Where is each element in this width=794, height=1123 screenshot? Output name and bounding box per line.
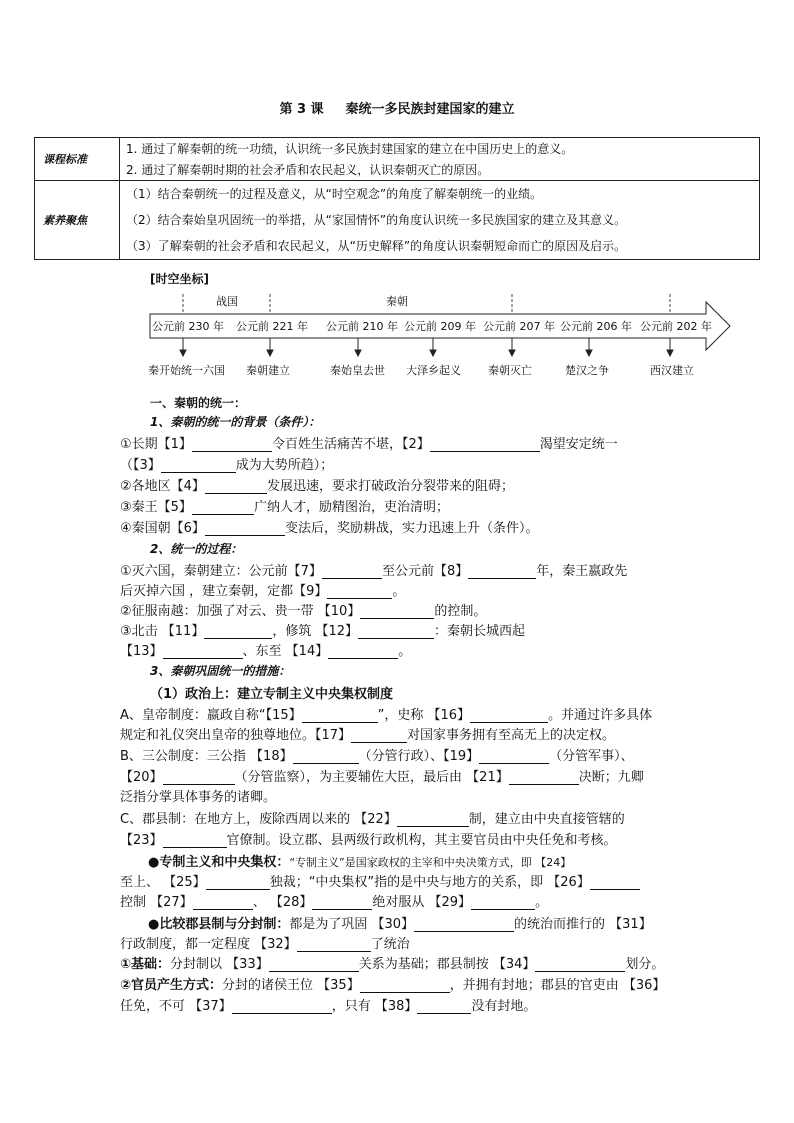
- process-line-1: ①灭六国，秦朝建立：公元前【7】 至公元前【8】 年，秦王嬴政先: [120, 564, 628, 579]
- bg-line-4: ③秦王【5】 广纳人才，励精图治，吏治清明；: [120, 500, 449, 515]
- subsection-background: 1、秦朝的统一的背景（条件）：: [150, 415, 321, 429]
- timeline-date: 公元前 209 年: [404, 320, 476, 333]
- process-line-5: 【13】 、东至 【14】 。: [120, 644, 412, 659]
- subsection-measures: 3、秦朝巩固统一的措施：: [150, 664, 291, 678]
- subsection-political: （1）政治上：建立专制主义中央集权制度: [150, 687, 394, 702]
- curriculum-item-1: 1. 通过了解秦朝的统一功绩，认识统一多民族封建国家的建立在中国历史上的意义。: [126, 142, 574, 156]
- literacy-label: 素养聚焦: [35, 181, 120, 260]
- period-qin: 秦朝: [386, 295, 408, 308]
- measure-b-line-1: B、三公制度：三公指 【18】 （分管行政）、【19】 （分管军事）、: [120, 749, 634, 764]
- timeline-date: 公元前 230 年: [152, 320, 224, 333]
- measure-a-line-2: 规定和礼仪突出皇帝的独尊地位。【17】 对国家事务拥有至高无上的决定权。: [120, 728, 616, 743]
- measure-b-line-2: 【20】 （分管监察），为主要辅佐大臣，最后由 【21】 决断；九卿: [120, 770, 644, 785]
- timeline-date: 公元前 206 年: [560, 320, 632, 333]
- measure-b-line-3: 泛指分掌具体事务的诸卿。: [120, 790, 277, 805]
- subsection-process: 2、统一的过程：: [150, 542, 243, 556]
- timeline-date: 公元前 202 年: [640, 320, 712, 333]
- measure-a-line-1: A、皇帝制度：嬴政自称“【15】 ”，史称 【16】 。并通过许多具体: [120, 708, 653, 723]
- page-title: [0, 98, 794, 117]
- measure-c-line-2: 【23】 官僚制。设立郡、县两级行政机构，其主要官员由中央任免和考核。: [120, 833, 617, 848]
- period-warring-states: 战国: [216, 295, 238, 308]
- timeline-event: 秦始皇去世: [330, 364, 385, 377]
- bg-line-5: ④秦国朝【6】 变法后，奖励耕战，实力迅速上升（条件）。: [120, 521, 539, 536]
- literacy-item-1: （1）结合秦朝统一的过程及意义，从“时空观念”的角度了解秦朝统一的业绩。: [126, 187, 543, 201]
- compare-officials-line-1: ②官员产生方式：分封的诸侯王位 【35】 ，并拥有封地；郡县的官吏由 【36】: [120, 978, 666, 993]
- compare-basis-line: ①基础：分封制以 【33】 关系为基础；郡县制按 【34】 划分。: [120, 957, 665, 972]
- timeline-event: 秦朝灭亡: [488, 364, 532, 377]
- measure-c-line-1: C、郡县制：在地方上，废除西周以来的 【22】 制，建立由中央直接管辖的: [120, 812, 625, 827]
- process-line-2: 后灭掉六国 ，建立秦朝，定都【9】 。: [120, 584, 406, 599]
- literacy-item-2: （2）结合秦始皇巩固统一的举措，从“家国情怀”的角度认识统一多民族国家的建立及其意义。: [126, 213, 627, 227]
- section-heading: 一、秦朝的统一：: [150, 396, 247, 410]
- compare-line-1: ●比较郡县制与分封制：都是为了巩固 【30】 的统治而推行的 【31】: [148, 917, 652, 932]
- literacy-cell: [120, 181, 760, 260]
- curriculum-label: 课程标准: [35, 138, 120, 181]
- concept-line-2: 至上、 【25】 独裁；“中央集权”指的是中央与地方的关系，即 【26】: [120, 871, 640, 890]
- literacy-item-3: （3）了解秦朝的社会矛盾和农民起义，从“历史解释”的角度认识秦朝短命而亡的原因及启示。: [126, 239, 627, 253]
- timeline-date: 公元前 207 年: [483, 320, 555, 333]
- lesson-name: 秦统一多民族封建国家的建立: [345, 102, 515, 117]
- bg-line-1: ①长期【1】 令百姓生活痛苦不堪，【2】 渴望安定统一: [120, 437, 618, 452]
- timeline-event: 秦朝建立: [246, 364, 290, 377]
- process-line-3: ②征服南越：加强了对云、贵一带 【10】 的控制。: [120, 604, 487, 619]
- timeline-event: 楚汉之争: [565, 364, 609, 377]
- timeline-event: 大泽乡起义: [406, 364, 461, 377]
- curriculum-item-2: 2. 通过了解秦朝时期的社会矛盾和农民起义，认识秦朝灭亡的原因。: [126, 163, 490, 177]
- bg-line-2: （【3】 成为大势所趋）；: [120, 458, 334, 473]
- bg-line-3: ②各地区【4】 发展迅速，要求打破政治分裂带来的阻碍；: [120, 479, 514, 494]
- standards-table: [34, 137, 760, 260]
- timeline-title: [时空坐标]: [150, 272, 209, 286]
- timeline-date: 公元前 210 年: [326, 320, 398, 333]
- lesson-number: 第 3 课: [279, 102, 324, 117]
- timeline-event: 西汉建立: [650, 364, 694, 377]
- concept-line-3: 控制 【27】 、 【28】 绝对服从 【29】 。: [120, 895, 549, 910]
- compare-officials-line-2: 任免，不可 【37】 ，只有 【38】 没有封地。: [120, 999, 537, 1014]
- concept-line-1: ●专制主义和中央集权：“专制主义”是国家政权的主宰和中央决策方式，即 【24】: [148, 855, 572, 870]
- timeline-date: 公元前 221 年: [236, 320, 308, 333]
- process-line-4: ③北击 【11】 ，修筑 【12】 ：秦朝长城西起: [120, 624, 526, 639]
- curriculum-cell: [120, 138, 760, 181]
- timeline-event: 秦开始统一六国: [148, 364, 225, 377]
- compare-line-2: 行政制度，都一定程度 【32】 了统治: [120, 937, 410, 952]
